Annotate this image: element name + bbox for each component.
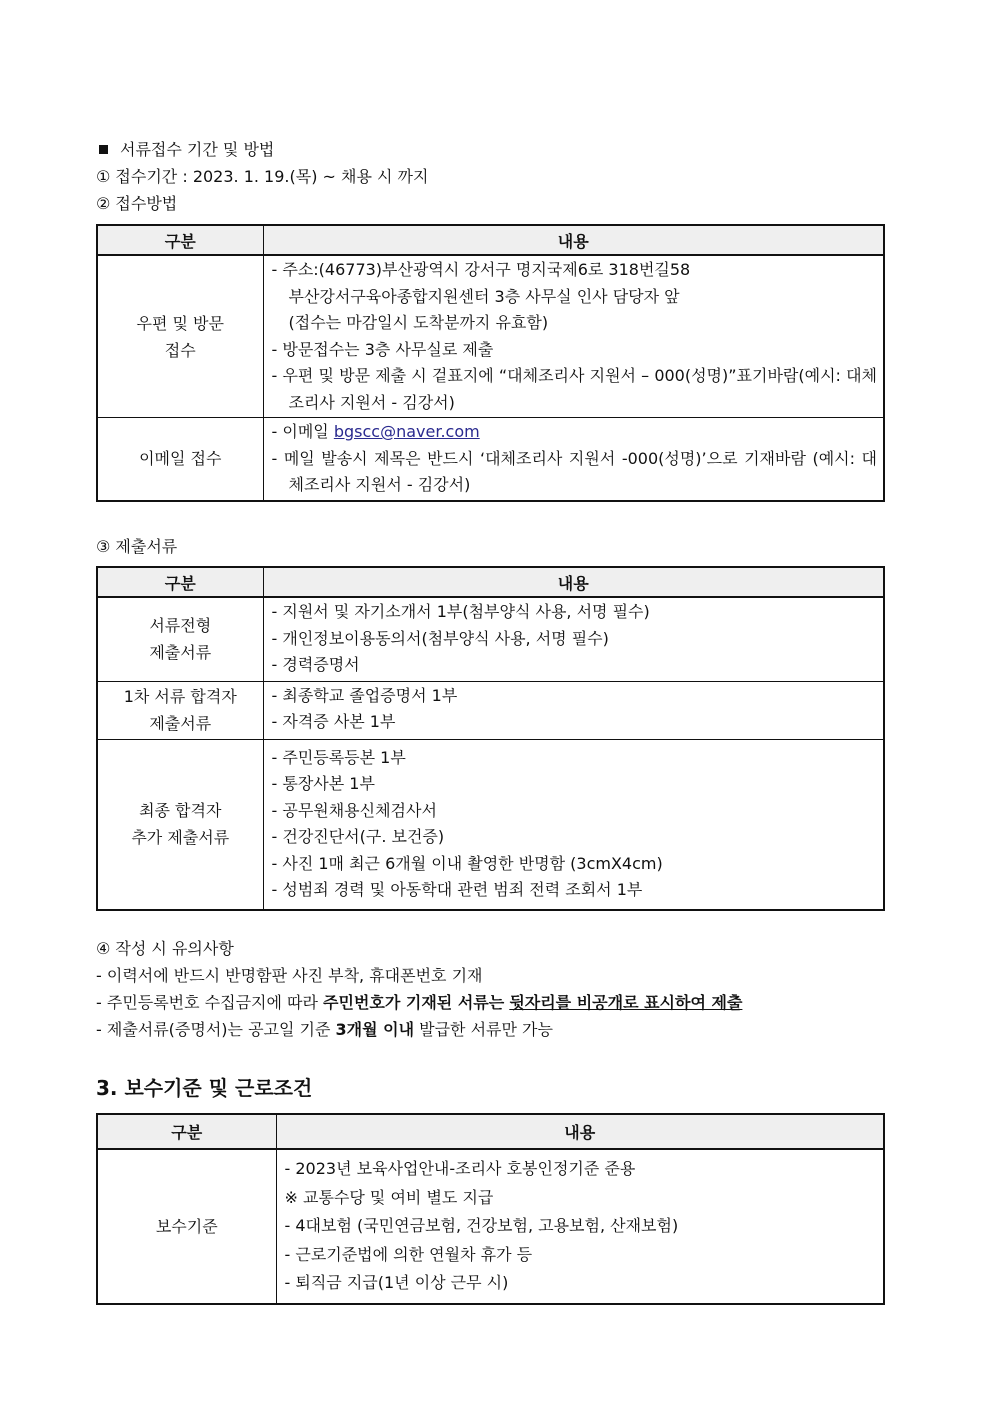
email-link[interactable]: bgscc@naver.com bbox=[333, 422, 480, 441]
reception-period: ① 접수기간 : 2023. 1. 19.(목) ~ 채용 시 까지 bbox=[96, 167, 429, 186]
list-item: - 지원서 및 자기소개서 1부(첨부양식 사용, 서명 필수) bbox=[271, 602, 650, 621]
black-square-bullet-icon bbox=[99, 145, 108, 154]
submission-docs-title: ③ 제출서류 bbox=[96, 537, 178, 556]
note-text: - 제출서류(증명서)는 공고일 기준 bbox=[96, 1020, 336, 1039]
note-line: - 이력서에 반드시 반명함판 사진 부착, 휴대폰번호 기재 bbox=[96, 966, 483, 985]
table-row bbox=[97, 739, 884, 910]
row-category bbox=[97, 739, 263, 910]
list-item: - 공무원채용신체검사서 bbox=[271, 800, 437, 820]
list-item: - 사진 1매 최근 6개월 이내 촬영한 반명함 (3cmX4cm) bbox=[271, 853, 663, 873]
reception-method-table bbox=[96, 224, 885, 502]
list-item: - 건강진단서(구. 보건증) bbox=[271, 827, 445, 846]
content-line: - 메일 발송시 제목은 반드시 ‘대체조리사 지원서 -000(성명)’으로 기재바람 (예시: 대체조리사 지원서 - 김강서) bbox=[271, 448, 877, 494]
category-line: 접수 bbox=[164, 340, 196, 360]
salary-table bbox=[96, 1113, 885, 1305]
email-prefix: - 이메일 bbox=[271, 422, 334, 441]
row-content bbox=[263, 681, 884, 739]
category-line: 우편 및 방문 bbox=[136, 313, 224, 333]
content-line: - 우편 및 방문 제출 시 겉표지에 “대체조리사 지원서 – 000(성명)”표기바람(예시: 대체조리사 지원서 - 김강서) bbox=[271, 366, 877, 412]
row-category bbox=[97, 255, 263, 418]
row-content bbox=[263, 597, 884, 681]
list-item: ※ 교통수당 및 여비 별도 지급 bbox=[284, 1187, 494, 1207]
row-content bbox=[263, 739, 884, 910]
note-text: - 주민등록번호 수집금지에 따라 bbox=[96, 993, 324, 1012]
content-line bbox=[272, 419, 878, 446]
reception-method-title: ② 접수방법 bbox=[96, 194, 178, 213]
header-category: 구분 bbox=[97, 567, 263, 597]
section-header-title: 서류접수 기간 및 방법 bbox=[120, 140, 275, 159]
header-content: 내용 bbox=[263, 567, 884, 597]
section-3-heading: 3. 보수기준 및 근로조건 bbox=[96, 1076, 313, 1100]
row-content bbox=[276, 1149, 884, 1304]
category-line: 최종 합격자 bbox=[139, 801, 222, 821]
table-row bbox=[97, 681, 884, 739]
list-item: - 퇴직금 지급(1년 이상 근무 시) bbox=[284, 1273, 509, 1292]
category-line: 제출서류 bbox=[149, 643, 212, 663]
category-line: 1차 서류 합격자 bbox=[123, 687, 237, 706]
content-line: - 방문접수는 3층 사무실로 제출 bbox=[271, 339, 494, 359]
note-bold-text: 주민번호가 기재된 서류는 bbox=[323, 993, 505, 1012]
header-category: 구분 bbox=[97, 1114, 276, 1149]
table-row bbox=[97, 255, 884, 418]
row-category: 이메일 접수 bbox=[97, 418, 263, 501]
list-item: - 성범죄 경력 및 아동학대 관련 범죄 전력 조회서 1부 bbox=[271, 880, 643, 899]
list-item: - 근로기준법에 의한 연월차 휴가 등 bbox=[284, 1244, 533, 1264]
notes-title: ④ 작성 시 유의사항 bbox=[96, 939, 234, 958]
list-item: - 경력증명서 bbox=[271, 655, 360, 674]
content-line: (접수는 마감일시 도착분까지 유효함) bbox=[288, 313, 549, 332]
row-category: 보수기준 bbox=[97, 1149, 276, 1304]
header-content: 내용 bbox=[263, 225, 884, 255]
table-row bbox=[97, 597, 884, 681]
list-item: - 자격증 사본 1부 bbox=[271, 712, 396, 731]
row-category bbox=[97, 681, 263, 739]
header-category: 구분 bbox=[97, 225, 263, 255]
table-row bbox=[97, 1149, 884, 1304]
list-item: - 2023년 보육사업안내-조리사 호봉인정기준 준용 bbox=[284, 1159, 636, 1178]
note-text: 발급한 서류만 가능 bbox=[414, 1020, 553, 1039]
note-bold-text: 3개월 이내 bbox=[335, 1020, 415, 1039]
content-line: 부산강서구육아종합지원센터 3층 사무실 인사 담당자 앞 bbox=[288, 286, 680, 306]
note-line bbox=[96, 993, 742, 1013]
section-header bbox=[96, 140, 274, 160]
note-emphasis-text: 뒷자리를 비공개로 표시하여 제출 bbox=[509, 993, 743, 1012]
table-row bbox=[97, 418, 884, 501]
content-line: - 주소:(46773)부산광역시 강서구 명지국제6로 318번길58 bbox=[271, 260, 691, 279]
list-item: - 개인정보이용동의서(첨부양식 사용, 서명 필수) bbox=[271, 628, 609, 648]
table-header-row bbox=[97, 567, 884, 597]
list-item: - 통장사본 1부 bbox=[271, 774, 375, 793]
header-content: 내용 bbox=[276, 1114, 884, 1149]
table-header-row bbox=[97, 225, 884, 255]
category-line: 서류전형 bbox=[149, 616, 212, 636]
submission-docs-table bbox=[96, 566, 885, 911]
row-content bbox=[263, 255, 884, 418]
list-item: - 주민등록등본 1부 bbox=[271, 747, 406, 767]
category-line: 제출서류 bbox=[149, 714, 212, 733]
list-item: - 4대보험 (국민연금보험, 건강보험, 고용보험, 산재보험) bbox=[284, 1216, 679, 1235]
row-content bbox=[263, 418, 884, 501]
row-category bbox=[97, 597, 263, 681]
category-line: 추가 제출서류 bbox=[131, 828, 230, 848]
list-item: - 최종학교 졸업증명서 1부 bbox=[271, 685, 458, 705]
table-header-row bbox=[97, 1114, 884, 1149]
note-line bbox=[96, 1020, 553, 1040]
